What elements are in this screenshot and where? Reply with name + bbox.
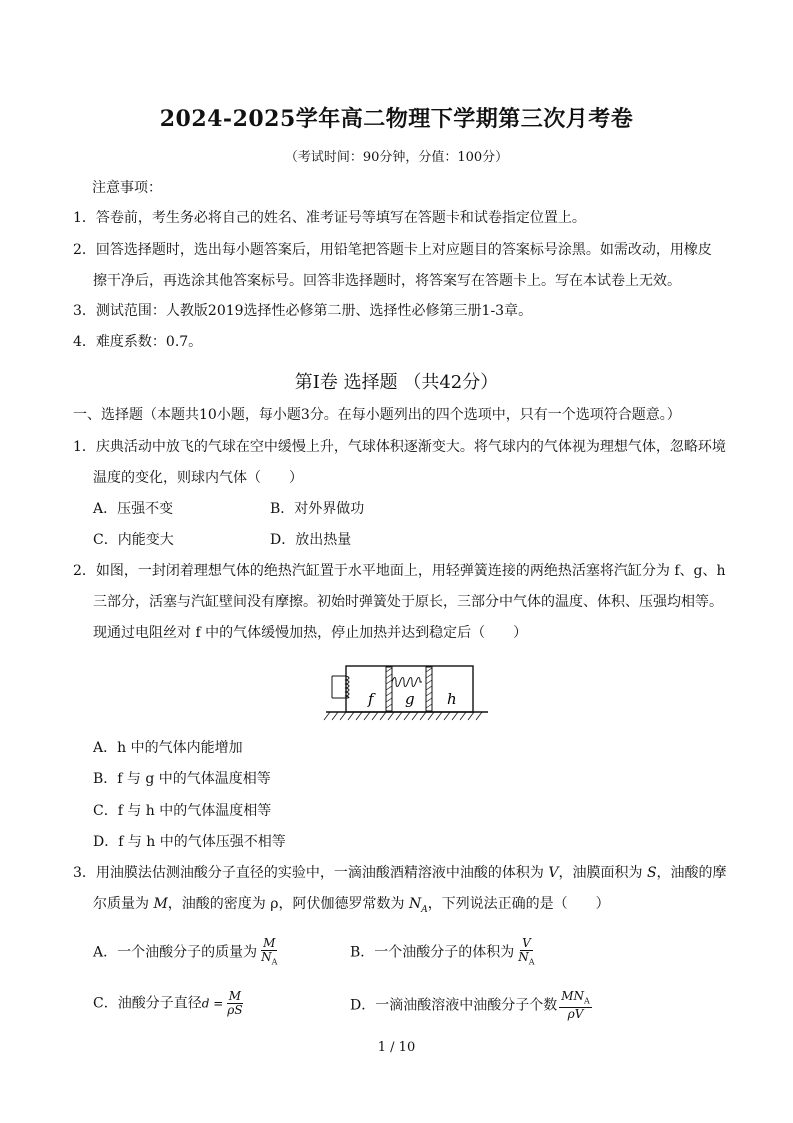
q3-option-d: D．一滴油酸溶液中油酸分子个数 $\frac{MN_A}{\rho V}$ [350,989,590,1022]
q2-stem-line3: 现通过电阻丝对 f 中的气体缓慢加热，停止加热并达到稳定后（ ） [93,625,528,641]
notice-item-1: 1．答卷前，考生务必将自己的姓名、准考证号等填写在答题卡和试卷指定位置上。 [73,210,586,226]
q3-stem-line2: 尔质量为 M，油酸的密度为 ρ，阿伏伽德罗常数为 $N_A$，下列说法正确的是（ ） [93,896,610,915]
exam-subtitle: （考试时间：90分钟，分值：100分） [284,150,509,165]
q2-option-c: C．f 与 h 中的气体温度相等 [93,803,272,819]
q3-option-a: A．一个油酸分子的质量为 $\frac{M}{N_A}$ [93,936,278,967]
spring [392,678,422,687]
q3-stem-line1: 3．用油膜法估测油酸分子直径的实验中，一滴油酸酒精溶液中油酸的体积为 V，油膜面积为 S，油酸的摩 [73,865,727,881]
q2-stem-line1: 2．如图，一封闭着理想气体的绝热汽缸置于水平地面上，用轻弹簧连接的两绝热活塞将汽缸分为 f、g、h [73,563,726,579]
q1-stem-line2: 温度的变化，则球内气体（ ） [93,470,303,486]
exam-title: 2024-2025学年高二物理下学期第三次月考卷 [159,106,634,132]
cylinder-diagram [320,660,492,722]
q3-option-c: C．油酸分子直径d = $\frac{M}{\rho S}$ [93,989,243,1017]
q2-stem-line2: 三部分，活塞与汽缸壁间没有摩擦。初始时弹簧处于原长，三部分中气体的温度、体积、压强均相等。 [93,594,723,610]
notice-item-4: 4．难度系数：0.7。 [73,334,203,350]
q3-option-b: B．一个油酸分子的体积为 $\frac{V}{N_A}$ [350,936,535,967]
notice-item-3: 3．测试范围：人教版2019选择性必修第二册、选择性必修第三册1-3章。 [73,303,533,319]
q1-option-a: A．压强不变 [93,501,174,517]
q1-stem-line1: 1．庆典活动中放飞的气球在空中缓慢上升，气球体积逐渐变大。将气球内的气体视为理想气体，忽略环境 [73,439,726,455]
q2-option-d: D．f 与 h 中的气体压强不相等 [93,834,286,850]
q1-option-c: C．内能变大 [93,532,174,548]
q2-option-a: A．h 中的气体内能增加 [93,740,243,756]
label-g: g [405,690,415,708]
section-title: 第Ⅰ卷 选择题 （共42分） [294,372,499,393]
notice-item-2-cont: 擦干净后，再选涂其他答案标号。回答非选择题时，将答案写在答题卡上。写在本试卷上无效。 [93,273,681,289]
notice-heading: 注意事项： [92,180,162,196]
label-h: h [447,690,457,708]
label-f: f [368,690,374,708]
q1-option-d: D．放出热量 [270,532,352,548]
q1-option-b: B．对外界做功 [270,501,365,517]
notice-item-2: 2．回答选择题时，选出每小题答案后，用铅笔把答题卡上对应题目的答案标号涂黑。如需改动，用橡皮 [73,242,712,258]
q2-option-b: B．f 与 g 中的气体温度相等 [93,771,271,787]
section-instruction: 一、选择题（本题共10小题，每小题3分。在每小题列出的四个选项中，只有一个选项符合题意。） [73,407,681,423]
page-number: 1 / 10 [377,1040,416,1055]
